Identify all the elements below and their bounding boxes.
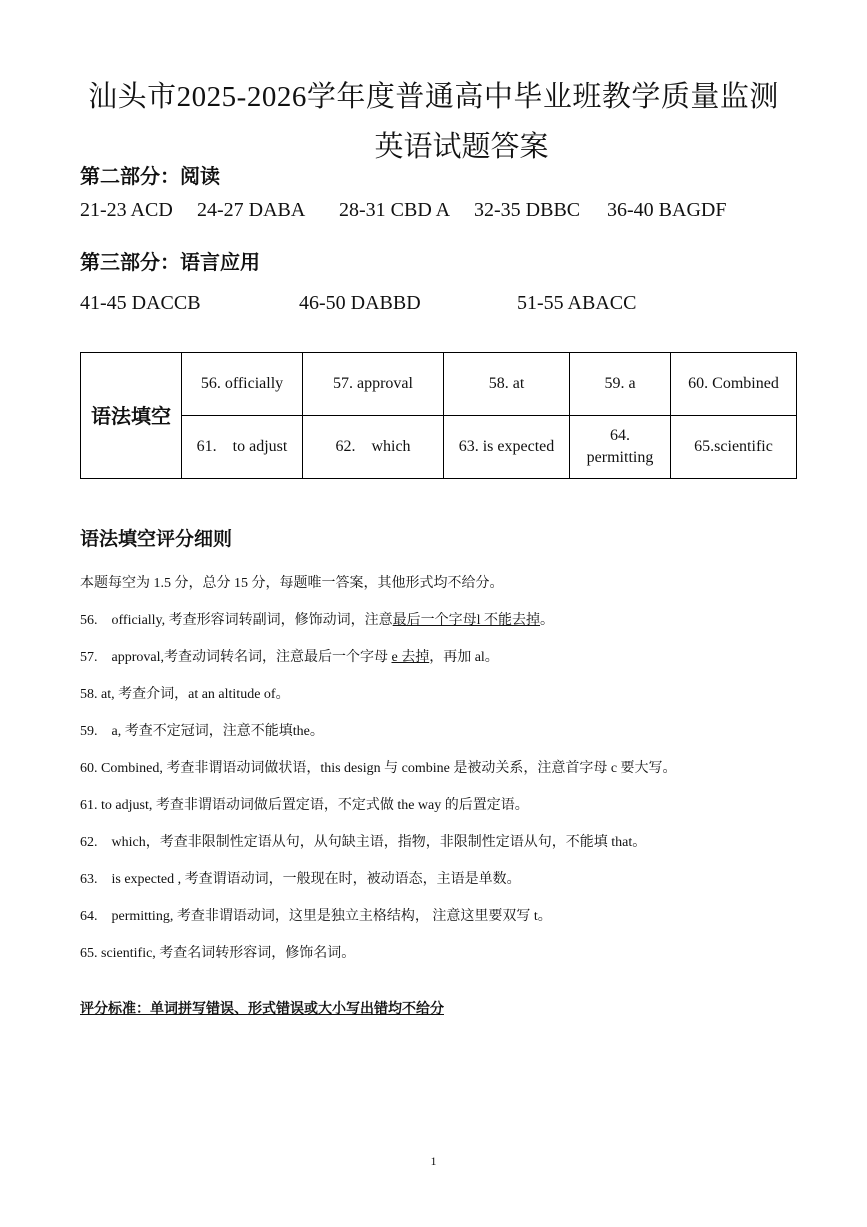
answer-group: 32-35 DBBC (474, 199, 581, 221)
rules-heading: 语法填空评分细则 (80, 528, 233, 550)
table-cell (570, 416, 671, 479)
table-cell: 56. officially (182, 353, 303, 416)
answer-group: 24-27 DABA (197, 199, 306, 221)
grading-standard: 评分标准：单词拼写错误、形式错误或大小写出错均不给分 (80, 1001, 444, 1017)
rule-text: 57. approval,考查动词转名词，注意最后一个字母 (80, 650, 392, 665)
answer-group: 51-55 ABACC (517, 292, 637, 314)
table-cell: 60. Combined (671, 353, 797, 416)
rule-item: 60. Combined, 考查非谓语动词做状语，this design 与 combine 是被动关系，注意首字母 c 要大写。 (80, 761, 677, 776)
rule-item (80, 609, 554, 629)
section-heading-reading: 第二部分：阅读 (80, 164, 220, 188)
section-heading-language: 第三部分：语言应用 (80, 250, 260, 274)
table-cell: 65.scientific (671, 416, 797, 479)
rule-underlined: e 去掉 (391, 650, 430, 665)
table-cell: 62. which (303, 416, 444, 479)
rule-item: 63. is expected , 考查谓语动词，一般现在时，被动语态，主语是单数。 (80, 872, 521, 887)
document-title: 汕头市2025-2026学年度普通高中毕业班教学质量监测 (88, 81, 779, 113)
table-cell: 57. approval (303, 353, 444, 416)
rule-item: 65. scientific, 考查名词转形容词，修饰名词。 (80, 946, 356, 961)
table-row-label: 语法填空 (81, 353, 182, 479)
answer-group: 41-45 DACCB (80, 292, 201, 314)
table-row (81, 416, 797, 479)
table-cell: 63. is expected (444, 416, 570, 479)
page-number: 1 (430, 1154, 437, 1168)
answer-group: 46-50 DABBD (299, 292, 421, 314)
answer-group: 36-40 BAGDF (607, 199, 727, 221)
answer-group: 28-31 CBD A (339, 199, 451, 221)
table-cell: 61. to adjust (182, 416, 303, 479)
rule-intro: 本题每空为 1.5 分，总分 15 分，每题唯一答案，其他形式均不给分。 (80, 576, 504, 591)
cell-line: permitting (586, 449, 654, 466)
table-row (81, 353, 797, 416)
rule-item: 64. permitting, 考查非谓语动词，这里是独立主格结构， 注意这里要双写 t。 (80, 909, 552, 924)
cell-line: 64. (610, 427, 630, 444)
rule-underlined: 最后一个字母l 不能去掉 (392, 613, 541, 628)
rule-item: 61. to adjust, 考查非谓语动词做后置定语，不定式做 the way 的后置定语。 (80, 798, 529, 813)
rule-text: 56. officially, 考查形容词转副词，修饰动词，注意 (80, 613, 393, 628)
document-subtitle: 英语试题答案 (374, 131, 549, 163)
rule-text: 。 (540, 613, 555, 628)
rule-item: 58. at, 考查介词，at an altitude of。 (80, 687, 290, 702)
rule-item: 62. which，考查非限制性定语从句，从句缺主语，指物，非限制性定语从句，不能填 that。 (80, 835, 647, 850)
grammar-answer-table (80, 352, 797, 479)
table-cell: 58. at (444, 353, 570, 416)
rule-item: 59. a, 考查不定冠词，注意不能填the。 (80, 724, 324, 739)
rule-item (80, 646, 499, 666)
table-cell: 59. a (570, 353, 671, 416)
answer-group: 21-23 ACD (80, 199, 173, 221)
rule-text: ，再加 al。 (429, 650, 499, 665)
